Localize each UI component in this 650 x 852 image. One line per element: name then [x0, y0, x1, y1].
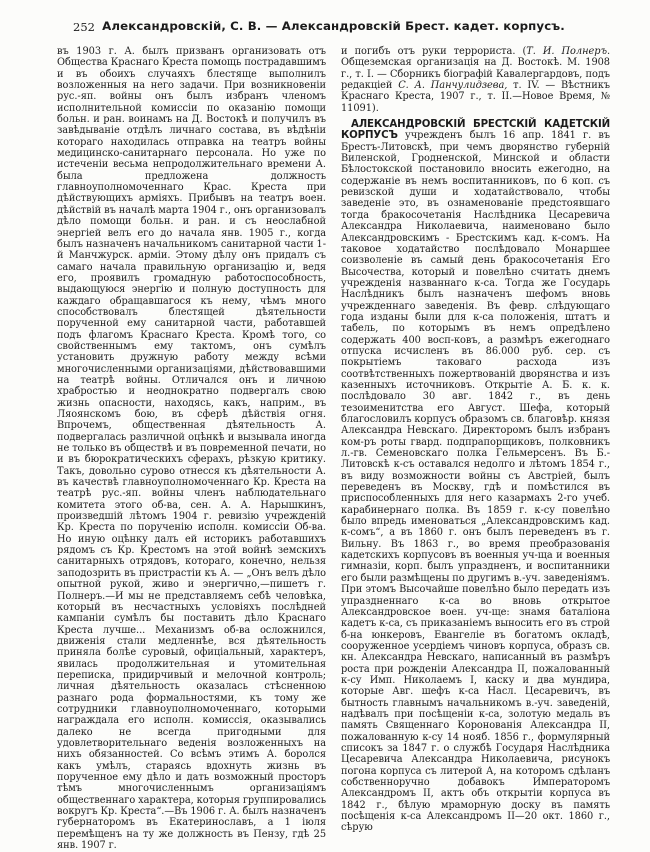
reference-author-1: Т. И. Полнеръ.: [526, 46, 611, 57]
page-header: [57, 19, 610, 37]
page-number: 252: [73, 20, 95, 34]
reference-author-2: С. А. Панчулидзева,: [398, 80, 508, 92]
running-title: Александровскій, С. В. — Александровскій Брест. кадет. корпусъ.: [102, 19, 565, 33]
reference-text-2: т. IV. — Вѣстникъ Краснаго Креста, 1907 г., т. II.—Новое Время, № 11091).: [341, 80, 610, 114]
entry-heading: АЛЕКСАНДРОВСКІЙ БРЕСТСКІЙ КАДЕТСКІЙ КОРПУСЪ: [341, 119, 610, 142]
entry-body-text: учрежденъ былъ 16 апр. 1841 г. въ Брестъ-Литовскѣ, при чемъ дворянство губерній Виленской, Гродненской, Минской и области Бѣлостокской постановило вносить ежегодно, на содержаніе въ немъ воспитанниковъ, по 6 коп. съ ревизской души и ходатайствовало, чтобы заведеніе это, въ ознаменованіе предстоявшаго тогда бракосочетанія Наслѣдника Цесаревича Александра Николаевича, наименовано было Александровскимъ - Брестскимъ кад. к-сомъ. На таковое ходатайство послѣдовало Монаршее соизволеніе въ самый день бракосочетанія Его Высочества, который и повелѣно считать днемъ учрежденія названнаго к-са. Тогда же Государь Наслѣдникъ былъ назначенъ шефомъ вновь учрежденнаго заведенія. Въ февр. слѣдующаго года изданы были для к-са положенія, штатъ и табель, по которымъ въ немъ опредѣлено содержать 400 восп-ковъ, а размѣръ ежегоднаго отпуска исчисленъ въ 86.000 руб. сер. съ покрытіемъ таковаго расхода изъ соотвѣтственныхъ пожертвованій дворянства и изъ казенныхъ источниковъ. Открытіе А. Б. к. к. послѣдовало 30 авг. 1842 г., въ день тезоименитства его Август. Шефа, который благословилъ корпусъ образомъ св. благовѣр. князя Александра Невскаго. Директоромъ былъ избранъ ком-ръ роты гвард. подпрапорщиковъ, полковникъ л.-гв. Семеновскаго полка Гельмерсенъ. Въ Б.-Литовскѣ к-съ оставался недолго и лѣтомъ 1854 г., въ виду возможности войны съ Австріей, былъ переведенъ въ Москву, гдѣ и помѣстился въ приспособленныхъ для него казармахъ 2-го учеб. карабинернаго полка. Въ 1859 г. к-су повелѣно было впредь именоваться „Александровскимъ кад. к-сомъ“, а въ 1860 г. онъ былъ переведенъ въ г. Вильну. Въ 1863 г., во время преобразованія кадетскихъ корпусовъ въ военныя уч-ща и военныя гимназіи, корп. былъ упраздненъ, и воспитанники его были размѣщены по другимъ в.-уч. заведеніямъ. При этомъ Высочайше повелѣно было передать изъ упраздненнаго к-са во вновь открытое Александровское воен. уч-ще: знамя баталіона кадетъ к-са, съ приказаніемъ выносить его въ строй б-на юнкеровъ, Евангеліе въ богатомъ окладѣ, сооруженное усердіемъ чиновъ корпуса, образъ св. кн. Александра Невскаго, написанный въ размѣръ роста при рожденіи Александра II, пожалованный к-су Имп. Николаемъ I, каску и два мундира, которые Авг. шефъ к-са Насл. Цесаревичъ, въ бытность главнымъ начальникомъ в.-уч. заведеній, надѣвалъ при посѣщеніи к-са, золотую медаль въ память Священнаго Коронованія Александра II, пожалованную к-су 14 нояб. 1856 г., формулярный списокъ за 1847 г. о службѣ Государя Наслѣдника Цесаревича Александра Николаевича, рисунокъ погона корпуса съ литерой А, на которомъ сдѣланъ собственноручно добавокъ Императоромъ Александромъ II, актъ объ открытіи корпуса въ 1842 г., бѣлую мраморную доску въ память посѣщенія к-са Александромъ II—20 окт. 1860 г., сѣрую: [341, 130, 610, 834]
right-column: [341, 46, 610, 851]
article-continuation-paragraph: въ 1903 г. А. былъ призванъ организовать отъ Общества Краснаго Креста помощь пострадавшимъ и въ обоихъ случаяхъ блестяще выполнилъ возложенныя на него задачи. При возникновеніи рус.-яп. войны онъ былъ избранъ членомъ исполнительной комиссіи по оказанію помощи больн. и ран. воинамъ на Д. Востокѣ и получилъ въ завѣдываніе отдѣлъ личнаго состава, въ вѣдѣніи котораго находилась отправка на театръ войны медицинско-санитарнаго персонала. Но уже по истеченіи весьма непродолжительнаго времени А. была предложена должность главноуполномоченнаго Крас. Креста при дѣйствующихъ арміяхъ. Прибывъ на театръ воен. дѣйствій въ началѣ марта 1904 г., онъ организовалъ дѣло помощи больн. и ран. и съ неослабной энергіей велъ его до начала янв. 1905 г., когда былъ назначенъ начальникомъ санитарной части 1-й Манчжурск. арміи. Этому дѣлу онъ придалъ съ самаго начала правильную организацію и, ведя его, проявилъ громадную работоспособность, выдающуюся энергію и полную доступность для каждаго обращавшагося къ нему, чѣмъ много способствовалъ блестящей дѣятельности порученной ему санитарной части, работавшей подъ флагомъ Краснаго Креста. Кромѣ того, со свойственнымъ ему тактомъ, онъ сумѣлъ установить дружную работу между всѣми многочисленными организаціями, дѣйствовавшими на театрѣ войны. Отличался онъ и личною храбростью и неоднократно подвергалъ свою жизнь опасности, находясь, какъ, наприм., въ Ляоянскомъ бою, въ сферѣ дѣйствія огня. Впрочемъ, общественная дѣятельность А. подвергалась различной оцѣнкѣ и вызывала иногда не только въ обществѣ и въ повременной печати, но и въ бюрократическихъ сферахъ, рѣзкую критику. Такъ, довольно сурово отнесся къ дѣятельности А. въ качествѣ главноуполномоченнаго Кр. Креста на театрѣ рус.-яп. войны членъ наблюдательнаго комитета этого об-ва, сен. А. А. Нарышкинъ, произведшій лѣтомъ 1904 г. ревизію учрежденій Кр. Креста по порученію исполн. комиссіи Об-ва. Но иную оцѣнку далъ ей историкъ работавшихъ рядомъ съ Кр. Крестомъ на этой войнѣ земскихъ санитарныхъ отрядовъ, котораго, конечно, нельзя заподозрить въ пристрастіи къ А. — „Онъ велъ дѣло опытной рукой, живо и энергично,—пишетъ г. Полнеръ.—И мы не представляемъ себѣ человѣка, который въ несчастныхъ условіяхъ послѣдней кампаніи сумѣлъ бы поставить дѣло Краснаго Креста лучше... Механизмъ об-ва осложнился, движенія стали медленнѣе, вся дѣятельность приняла болѣе суровый, офиціальный, характеръ, явилась продолжительная и утомительная переписка, придирчивый и мелочной контроль; личная дѣятельность оказалась стѣсненною разнаго рода формальностями, къ тому же сотрудники главноуполномоченнаго, которыми награждала его исполн. комиссія, оказывались далеко не всегда пригодными для удовлетворительнаго веденія возложенныхъ на нихъ обязанностей. Со всѣмъ этимъ А. боролся какъ умѣлъ, стараясь вдохнуть жизнь въ порученное ему дѣло и дать возможный просторъ тѣмъ многочисленнымъ организаціямъ общественнаго характера, которыя группировались вокругъ Кр. Креста“.—Въ 1906 г. А. былъ назначенъ губернаторомъ въ Екатеринославъ, а 1 іюля перемѣщенъ на ту же должность въ Пензу, гдѣ 25 янв. 1907 г.: [57, 46, 326, 852]
left-column: [57, 46, 326, 851]
text-columns: [57, 46, 610, 851]
reference-paragraph: [341, 46, 610, 114]
entry-paragraph: [341, 119, 610, 834]
paragraph-end-text: и погибъ отъ руки террориста. (: [341, 46, 527, 57]
reference-text-1: Общеземская организація на Д. Востокѣ. М. 1908 г., т. I. — Сборникъ біографій Кавалергардовъ, подъ редакціей: [341, 57, 610, 92]
